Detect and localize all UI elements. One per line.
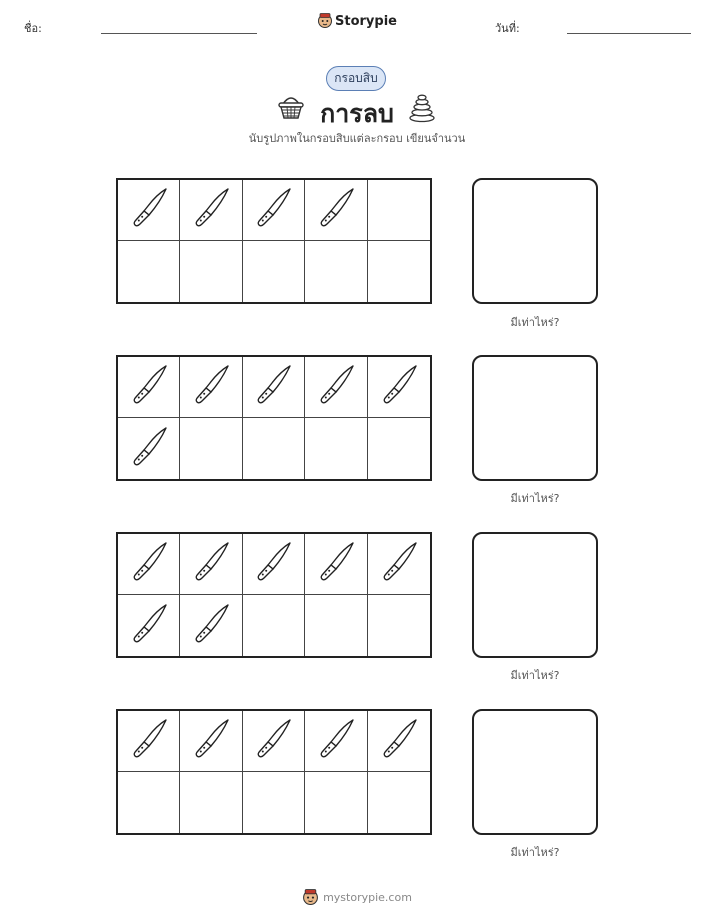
ten-frame-cell	[243, 772, 305, 833]
knife-icon	[378, 363, 420, 411]
ten-frame-cell	[368, 772, 430, 833]
ten-frame-cell	[243, 241, 305, 302]
ten-frame-cell	[180, 180, 242, 241]
answer-prompt-3: มีเท่าไหร่?	[510, 669, 560, 682]
knife-icon	[128, 186, 170, 234]
ten-frame-cell	[118, 772, 180, 833]
ten-frame-cell	[118, 534, 180, 595]
ten-frame-cell	[118, 241, 180, 302]
ten-frame-cell	[305, 418, 367, 479]
knife-icon	[190, 363, 232, 411]
ten-frame-cell	[118, 711, 180, 772]
ten-frame-cell	[243, 418, 305, 479]
ten-frame-cell	[180, 772, 242, 833]
ten-frame-cell	[368, 595, 430, 656]
footer	[0, 888, 714, 908]
answer-box-2[interactable]	[472, 355, 598, 481]
knife-icon	[252, 717, 294, 765]
ten-frame-cell	[368, 418, 430, 479]
ten-frame-cell	[243, 534, 305, 595]
knife-icon	[378, 717, 420, 765]
knife-icon	[315, 186, 357, 234]
ten-frame-cell	[305, 772, 367, 833]
footer-site: mystorypie.com	[323, 891, 412, 904]
answer-box-1[interactable]	[472, 178, 598, 304]
knife-icon	[315, 363, 357, 411]
stacked-stones-icon	[408, 91, 436, 127]
ten-frame-cell	[180, 357, 242, 418]
ten-frame-cell	[118, 595, 180, 656]
ten-frame-cell	[118, 357, 180, 418]
ten-frame-cell	[368, 241, 430, 302]
ten-frame-cell	[180, 595, 242, 656]
brand-name: Storypie	[335, 14, 397, 29]
knife-icon	[128, 540, 170, 588]
knife-icon	[315, 540, 357, 588]
ten-frame-cell	[305, 534, 367, 595]
ten-frame-cell	[118, 180, 180, 241]
storypie-footer-logo-icon	[302, 888, 319, 908]
name-label: ชื่อ:	[24, 22, 42, 35]
brand	[0, 12, 714, 32]
ten-frame-cell	[305, 180, 367, 241]
ten-frame-cell	[180, 534, 242, 595]
ten-frame-cell	[180, 241, 242, 302]
ten-frame-cell	[305, 357, 367, 418]
knife-icon	[128, 425, 170, 473]
knife-icon	[252, 363, 294, 411]
ten-frame-cell	[243, 357, 305, 418]
ten-frame-cell	[305, 241, 367, 302]
date-label: วันที่:	[495, 22, 520, 35]
ten-frame-cell	[243, 711, 305, 772]
ten-frame-cell	[243, 595, 305, 656]
storypie-logo-icon	[317, 12, 333, 32]
ten-frame-cell	[243, 180, 305, 241]
ten-frame-cell	[305, 595, 367, 656]
knife-icon	[378, 540, 420, 588]
answer-box-4[interactable]	[472, 709, 598, 835]
knife-icon	[252, 186, 294, 234]
ten-frame-3	[116, 532, 432, 658]
ten-frame-4	[116, 709, 432, 835]
ten-frame-cell	[180, 418, 242, 479]
knife-icon	[190, 602, 232, 650]
knife-icon	[128, 717, 170, 765]
ten-frame-cell	[180, 711, 242, 772]
knife-icon	[190, 717, 232, 765]
name-line[interactable]	[101, 33, 257, 34]
answer-prompt-2: มีเท่าไหร่?	[510, 492, 560, 505]
ten-frame-cell	[368, 534, 430, 595]
ten-frame-2	[116, 355, 432, 481]
knife-icon	[190, 540, 232, 588]
topic-badge: กรอบสิบ	[326, 66, 386, 91]
answer-prompt-1: มีเท่าไหร่?	[510, 316, 560, 329]
ten-frame-cell	[305, 711, 367, 772]
answer-box-3[interactable]	[472, 532, 598, 658]
ten-frame-1	[116, 178, 432, 304]
knife-icon	[315, 717, 357, 765]
instructions: นับรูปภาพในกรอบสิบแต่ละกรอบ เขียนจำนวน	[248, 132, 466, 145]
ten-frame-cell	[368, 357, 430, 418]
ten-frame-cell	[368, 180, 430, 241]
knife-icon	[128, 602, 170, 650]
page-title: การลบ	[320, 99, 394, 128]
answer-prompt-4: มีเท่าไหร่?	[510, 846, 560, 859]
ten-frame-cell	[118, 418, 180, 479]
ten-frame-cell	[368, 711, 430, 772]
knife-icon	[128, 363, 170, 411]
knife-icon	[252, 540, 294, 588]
date-line[interactable]	[567, 33, 691, 34]
knife-icon	[190, 186, 232, 234]
